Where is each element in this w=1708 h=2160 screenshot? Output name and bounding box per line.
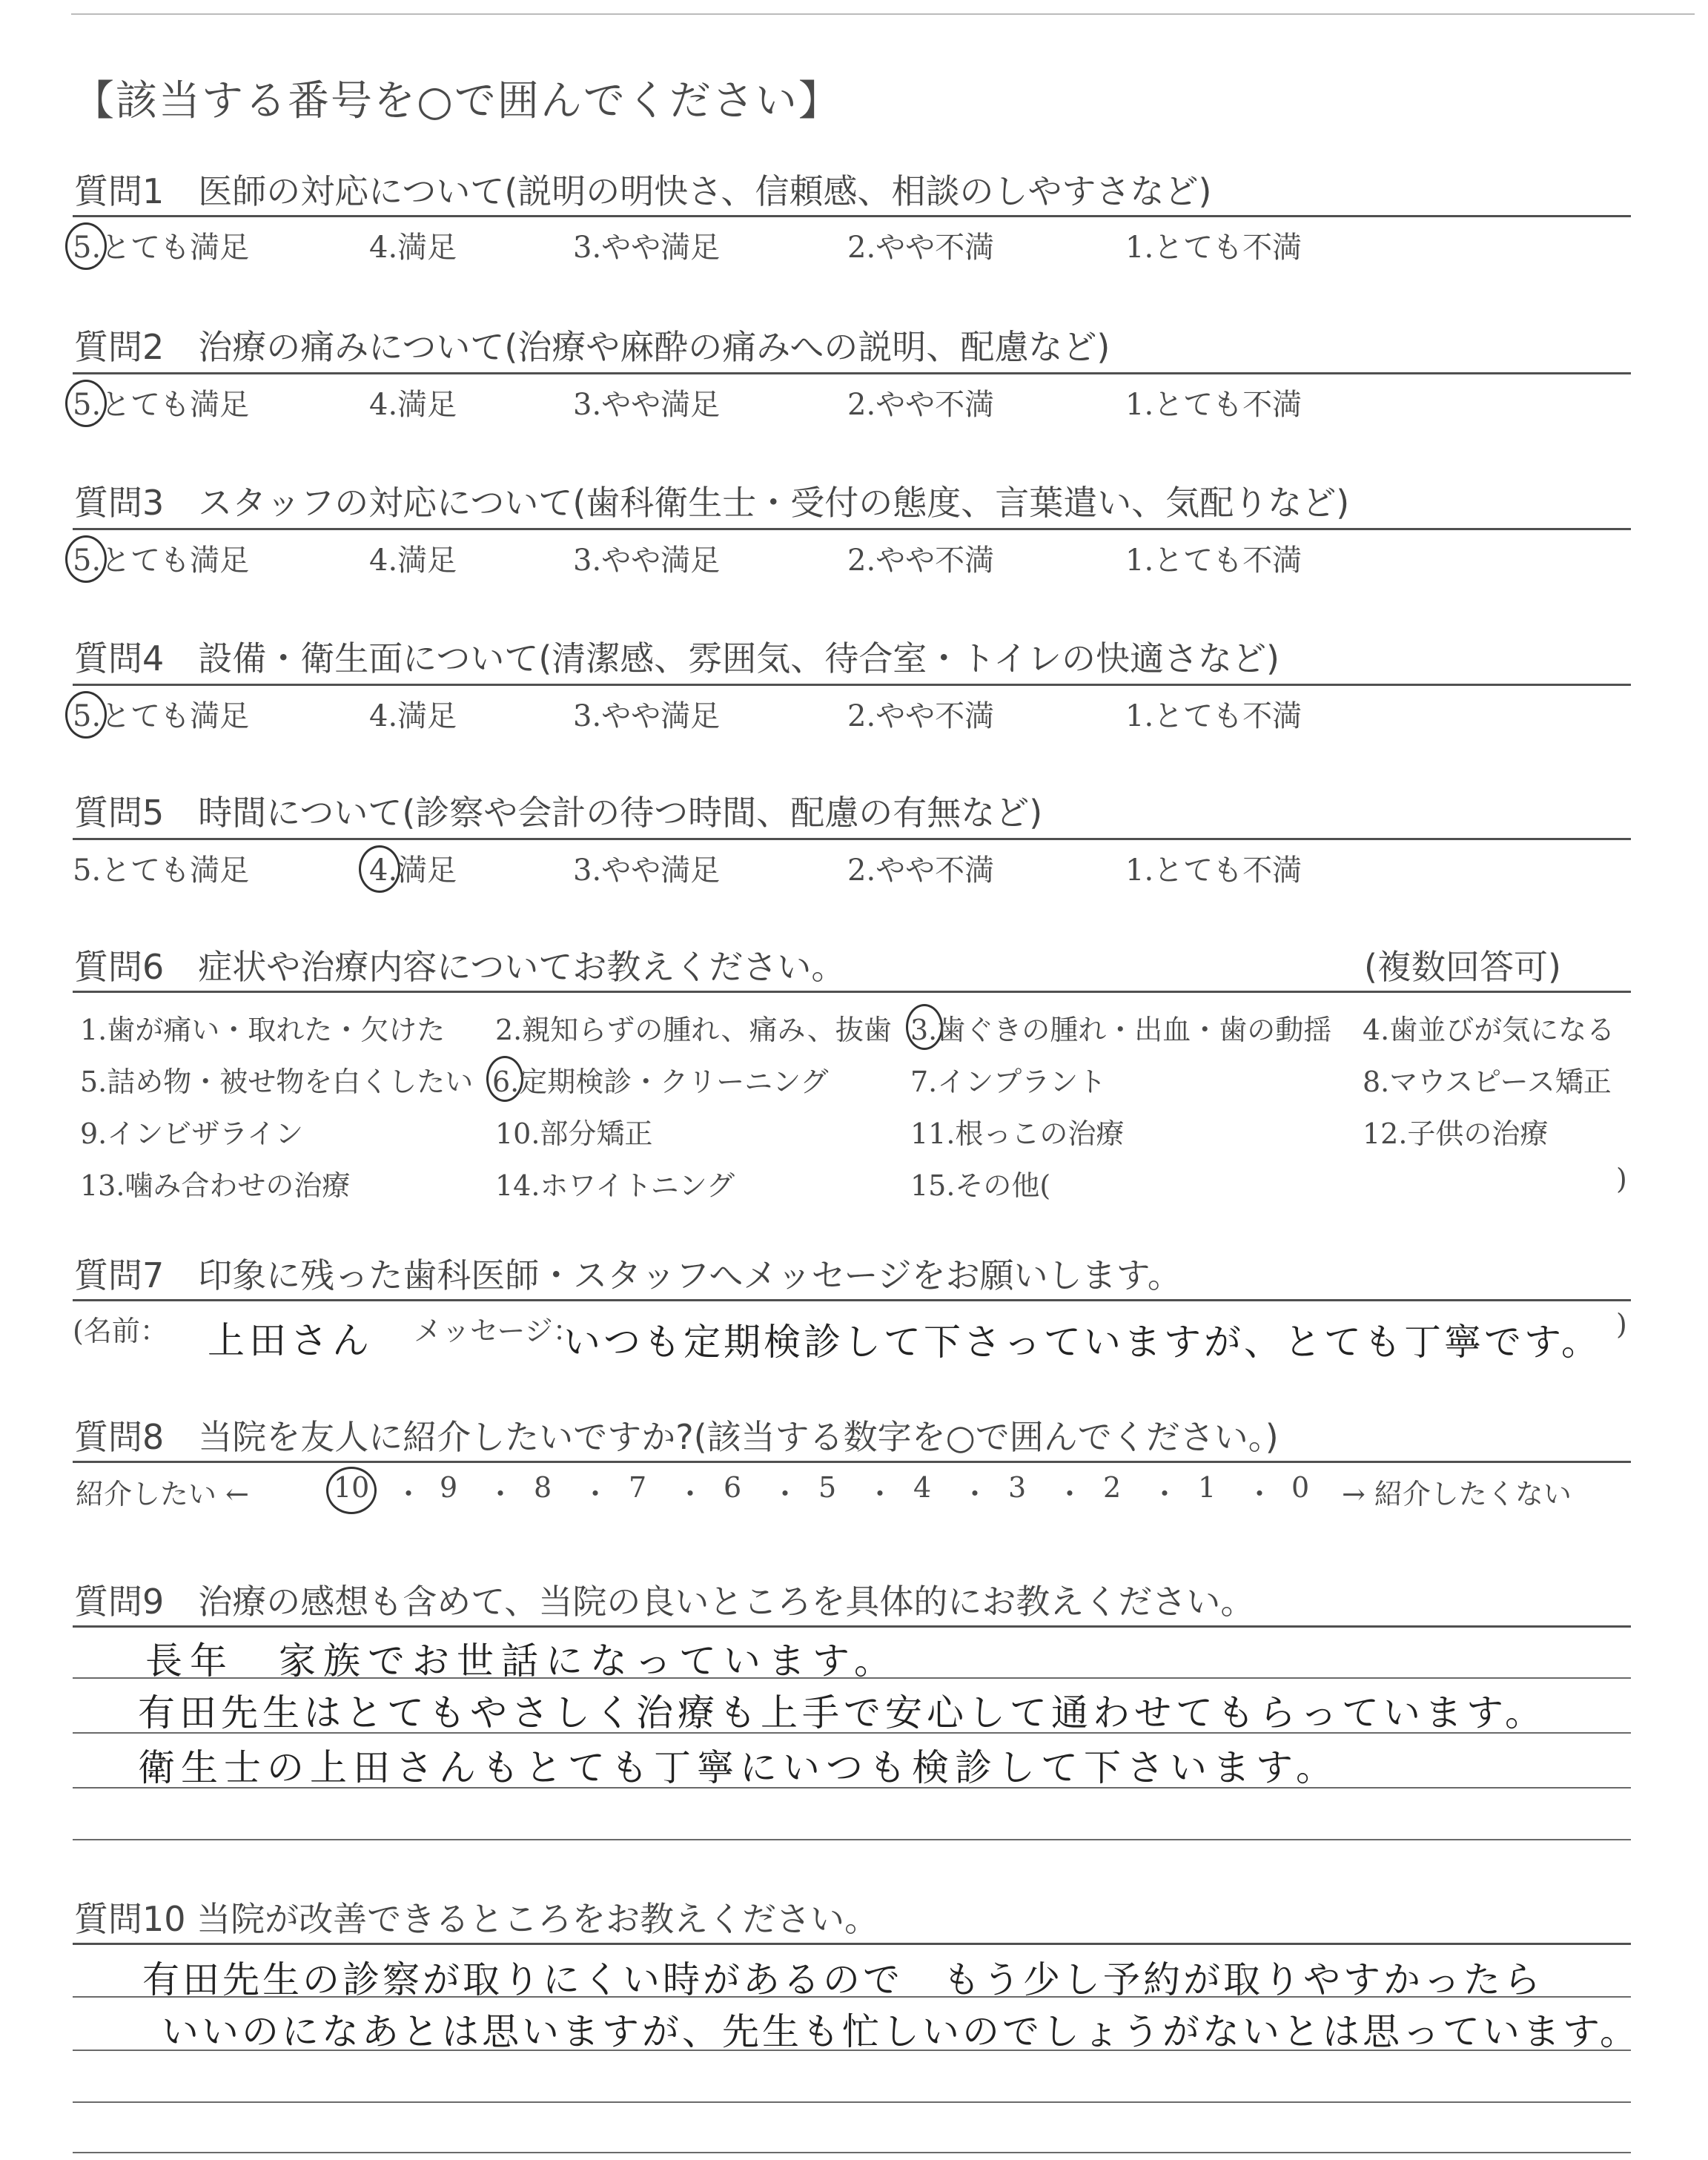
q5-rule [73,838,1631,840]
q3-rule [73,528,1631,530]
q5-option-1[interactable]: 1.とても不満 [1125,853,1302,888]
q7-rule [73,1299,1631,1301]
q3-option-3[interactable]: 3.やや満足 [573,544,721,578]
q3-option-4[interactable]: 4.満足 [369,544,457,578]
q8-value-4[interactable]: 4 [913,1471,932,1504]
q2-option-1[interactable]: 1.とても不満 [1125,388,1302,422]
q4-rule [73,684,1631,686]
q10-writing-line [73,2101,1631,2103]
q6-item-15-close: ) [1616,1163,1627,1195]
q2-title: 質問2 治療の痛みについて(治療や麻酔の痛みへの説明、配慮など) [74,327,1110,367]
q7-message-label: メッセージ： [414,1315,581,1347]
q6-item-1[interactable]: 1.歯が痛い・取れた・欠けた [80,1014,446,1046]
q5-option-4[interactable]: 4.満足 [369,853,457,888]
q7-name-label: (名前： [73,1315,168,1347]
q3-title: 質問3 スタッフの対応について(歯科衛生士・受付の態度、言葉遣い、気配りなど) [74,483,1350,523]
q4-option-3[interactable]: 3.やや満足 [573,699,721,733]
q4-option-1[interactable]: 1.とても不満 [1125,699,1302,733]
q8-dot: ・ [1056,1478,1085,1510]
q8-dot: ・ [961,1478,990,1510]
q7-title: 質問7 印象に残った歯科医師・スタッフへメッセージをお願いします。 [74,1255,1182,1295]
q8-value-9[interactable]: 9 [440,1471,458,1504]
q1-title: 質問1 医師の対応について(説明の明快さ、信頼感、相談のしやすさなど) [74,171,1212,211]
q3-option-1[interactable]: 1.とても不満 [1125,544,1302,578]
q1-option-5[interactable]: 5.とても満足 [73,231,250,265]
q4-title: 質問4 設備・衛生面について(清潔感、雰囲気、待合室・トイレの快適さなど) [74,638,1280,678]
q8-left-label: 紹介したい ← [76,1478,249,1510]
q8-value-10[interactable]: 10 [334,1471,370,1504]
q7-name-value[interactable]: 上田さん [208,1319,374,1362]
q8-dot: ・ [676,1478,705,1510]
q4-option-4[interactable]: 4.満足 [369,699,457,733]
q8-value-1[interactable]: 1 [1198,1471,1217,1504]
q1-option-4[interactable]: 4.満足 [369,231,457,265]
q9-answer-line-2[interactable]: 有田先生はとてもやさしく治療も上手で安心して通わせてもらっています。 [138,1691,1546,1734]
q10-writing-line [73,2152,1631,2153]
q9-writing-line [73,1787,1631,1789]
q4-option-2[interactable]: 2.やや不満 [847,699,995,733]
q5-title: 質問5 時間について(診察や会計の待つ時間、配慮の有無など) [74,793,1043,833]
q5-option-3[interactable]: 3.やや満足 [573,853,721,888]
instruction-header: 【該当する番号を○で囲んでください】 [73,77,841,125]
q6-item-3[interactable]: 3.歯ぐきの腫れ・出血・歯の動揺 [910,1014,1332,1046]
q8-right-label: → 紹介したくない [1342,1478,1572,1510]
q1-rule [73,215,1631,217]
q8-dot: ・ [394,1478,423,1510]
q8-value-8[interactable]: 8 [534,1471,552,1504]
q9-answer-line-3[interactable]: 衛生士の上田さんもとても丁寧にいつも検診して下さいます。 [138,1746,1339,1789]
q9-title: 質問9 治療の感想も含めて、当院の良いところを具体的にお教えください。 [74,1582,1255,1622]
q1-option-1[interactable]: 1.とても不満 [1125,231,1302,265]
q8-dot: ・ [1245,1478,1274,1510]
q5-option-2[interactable]: 2.やや不満 [847,853,995,888]
q6-item-5[interactable]: 5.詰め物・被せ物を白くしたい [80,1066,474,1098]
q2-option-4[interactable]: 4.満足 [369,388,457,422]
q8-title: 質問8 当院を友人に紹介したいですか?(該当する数字を○で囲んでください。) [74,1417,1279,1457]
q1-option-3[interactable]: 3.やや満足 [573,231,721,265]
q6-item-7[interactable]: 7.インプラント [910,1066,1107,1098]
q6-item-4[interactable]: 4.歯並びが気になる [1363,1014,1615,1046]
q9-writing-line [73,1839,1631,1840]
q6-item-10[interactable]: 10.部分矯正 [495,1117,653,1150]
q10-answer-line-1[interactable]: 有田先生の診察が取りにくい時があるので もう少し予約が取りやすかったら [142,1958,1543,2001]
q10-rule [73,1943,1631,1945]
q10-title: 質問10 当院が改善できるところをお教えください。 [74,1899,879,1939]
q9-writing-line [73,1677,1631,1679]
q3-option-2[interactable]: 2.やや不満 [847,544,995,578]
q8-value-7[interactable]: 7 [629,1471,647,1504]
q8-rule [73,1461,1631,1463]
q8-value-5[interactable]: 5 [818,1471,837,1504]
q2-option-5[interactable]: 5.とても満足 [73,388,250,422]
q6-item-14[interactable]: 14.ホワイトニング [495,1169,735,1202]
q7-close: ) [1616,1308,1627,1341]
q6-item-8[interactable]: 8.マウスピース矯正 [1363,1066,1612,1098]
q8-value-3[interactable]: 3 [1008,1471,1027,1504]
q8-value-2[interactable]: 2 [1103,1471,1122,1504]
q10-writing-line [73,1996,1631,1998]
q10-writing-line [73,2050,1631,2051]
q8-dot: ・ [866,1478,895,1510]
q6-note: (複数回答可) [1364,947,1561,987]
q8-value-6[interactable]: 6 [724,1471,742,1504]
q10-answer-line-2[interactable]: いいのになあとは思いますが、先生も忙しいのでしょうがないとは思っています。 [162,2010,1640,2053]
q5-option-5[interactable]: 5.とても満足 [73,853,250,888]
q8-dot: ・ [771,1478,800,1510]
q8-dot: ・ [581,1478,610,1510]
q6-item-15[interactable]: 15.その他( [910,1169,1051,1202]
q9-answer-line-1[interactable]: 長年 家族でお世話になっています。 [145,1639,898,1682]
q6-item-12[interactable]: 12.子供の治療 [1363,1117,1549,1150]
q6-item-13[interactable]: 13.噛み合わせの治療 [80,1169,351,1202]
q6-item-9[interactable]: 9.インビザライン [80,1117,304,1150]
q6-item-11[interactable]: 11.根っこの治療 [910,1117,1125,1150]
q2-option-3[interactable]: 3.やや満足 [573,388,721,422]
q7-message-value[interactable]: いつも定期検診して下さっていますが、とても丁寧です。 [563,1321,1601,1364]
q6-item-2[interactable]: 2.親知らずの腫れ、痛み、抜歯 [495,1014,892,1046]
q2-option-2[interactable]: 2.やや不満 [847,388,995,422]
q4-option-5[interactable]: 5.とても満足 [73,699,250,733]
q2-rule [73,372,1631,374]
q6-item-6[interactable]: 6.定期検診・クリーニング [492,1066,829,1098]
q8-dot: ・ [1151,1478,1179,1510]
q8-value-0[interactable]: 0 [1291,1471,1310,1504]
q9-rule [73,1625,1631,1628]
q1-option-2[interactable]: 2.やや不満 [847,231,995,265]
q6-rule [73,991,1631,993]
q9-writing-line [73,1732,1631,1734]
q6-title: 質問6 症状や治療内容についてお教えください。 [74,947,846,987]
q3-option-5[interactable]: 5.とても満足 [73,544,250,578]
top-border [71,13,1695,15]
q8-dot: ・ [486,1478,515,1510]
